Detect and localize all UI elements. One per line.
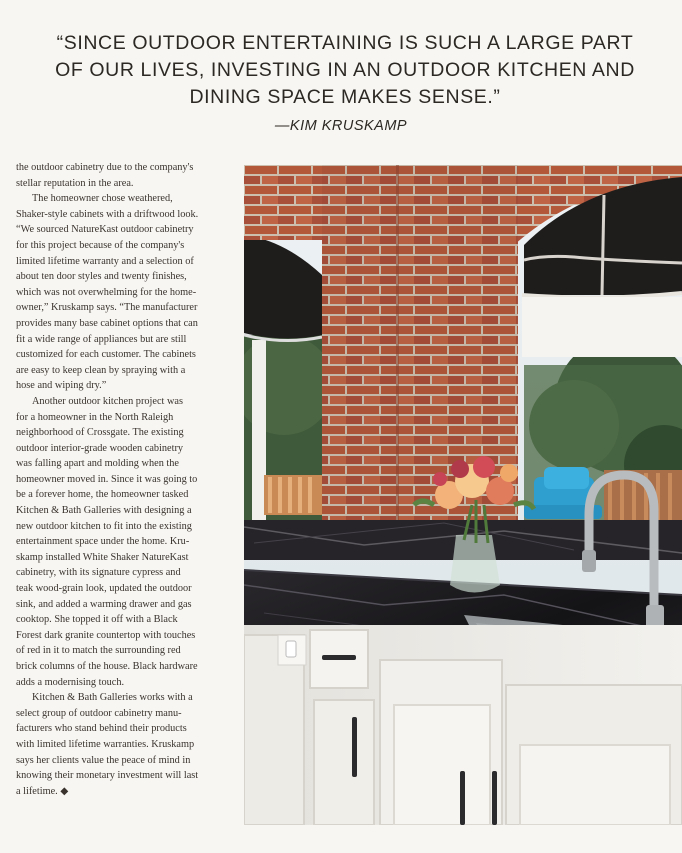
article-line: “We sourced NatureKast outdoor cabinetry	[16, 224, 194, 236]
article-column	[16, 160, 238, 799]
article-line: cooktop. She topped it off with a Black	[16, 614, 178, 626]
article-line: provides many base cabinet options that can	[16, 317, 198, 329]
article-line: customized for each customer. The cabinets	[16, 349, 196, 361]
article-line: adds a modernising touch.	[16, 676, 125, 688]
article-line: homeowner moved in. Since it was going to	[16, 473, 198, 485]
article-line: for a homeowner in the North Raleigh	[16, 411, 174, 423]
article-line: a lifetime. ◆	[16, 785, 69, 797]
article-line: the outdoor cabinetry due to the company's	[16, 162, 194, 173]
article-line: of red in it to match the surrounding red	[16, 645, 181, 657]
article-line: knowing their monetary investment will last	[16, 770, 199, 782]
pull-quote-line: “SINCE OUTDOOR ENTERTAINING IS SUCH A LARGE PART	[56, 32, 634, 54]
article-line: with limited lifetime warranties. Kruskamp	[16, 738, 195, 750]
article-line: neighborhood of Crossgate. The existing	[16, 427, 184, 439]
outdoor-kitchen-photo	[244, 165, 682, 825]
quote-attribution: —KIM KRUSKAMP	[274, 118, 408, 134]
article-line: says her clients value the peace of mind in	[16, 754, 191, 766]
article-line: which was not overwhelming for the home-	[16, 286, 197, 298]
article-line: sink, and added a warming drawer and gas	[16, 598, 192, 610]
article-line: skamp installed White Shaker NatureKast	[16, 551, 189, 563]
article-line: are easy to keep clean by spraying with a	[16, 364, 186, 376]
article-line: Forest dark granite countertop with touches	[16, 629, 196, 641]
article-line: Kitchen & Bath Galleries with designing a	[16, 505, 192, 517]
article-line: stellar reputation in the area.	[16, 177, 134, 189]
article-line: facturers who stand behind their products	[16, 723, 187, 735]
article-line: Another outdoor kitchen project was	[32, 395, 183, 407]
article-line: cabinetry, with its signature cypress and	[16, 567, 181, 579]
pull-quote	[40, 30, 650, 111]
article-line: select group of outdoor cabinetry manu-	[16, 707, 182, 719]
pull-quote-line: OF OUR LIVES, INVESTING IN AN OUTDOOR KITCHEN AND	[55, 59, 635, 81]
article-line: about ten door styles and twenty finishes,	[16, 271, 187, 283]
article-line: limited lifetime warranty and a selection of	[16, 255, 194, 267]
pull-quote-line: DINING SPACE MAKES SENSE.”	[189, 86, 501, 108]
article-line: was falling apart and molding when the	[16, 458, 179, 470]
article-line: outdoor interior-grade wooden cabinetry	[16, 442, 184, 454]
article-line: teak wood-grain look, updated the outdoor	[16, 583, 192, 595]
article-line: The homeowner chose weathered,	[32, 193, 173, 205]
article-line: be a forever home, the homeowner tasked	[16, 489, 189, 501]
article-line: Kitchen & Bath Galleries works with a	[32, 692, 193, 704]
article-line: for this project because of the company's	[16, 239, 185, 251]
article-line: owner,” Kruskamp says. “The manufacturer	[16, 302, 198, 314]
article-line: brick columns of the house. Black hardware	[16, 661, 198, 672]
article-line: fit a wide range of appliances but are still	[16, 333, 187, 345]
article-line: new outdoor kitchen to fit into the existing	[16, 520, 192, 532]
article-line: Shaker-style cabinets with a driftwood look.	[16, 208, 199, 220]
article-line: entertainment space under the home. Kru-	[16, 536, 190, 548]
article-line: hose and wiping dry.”	[16, 380, 107, 392]
